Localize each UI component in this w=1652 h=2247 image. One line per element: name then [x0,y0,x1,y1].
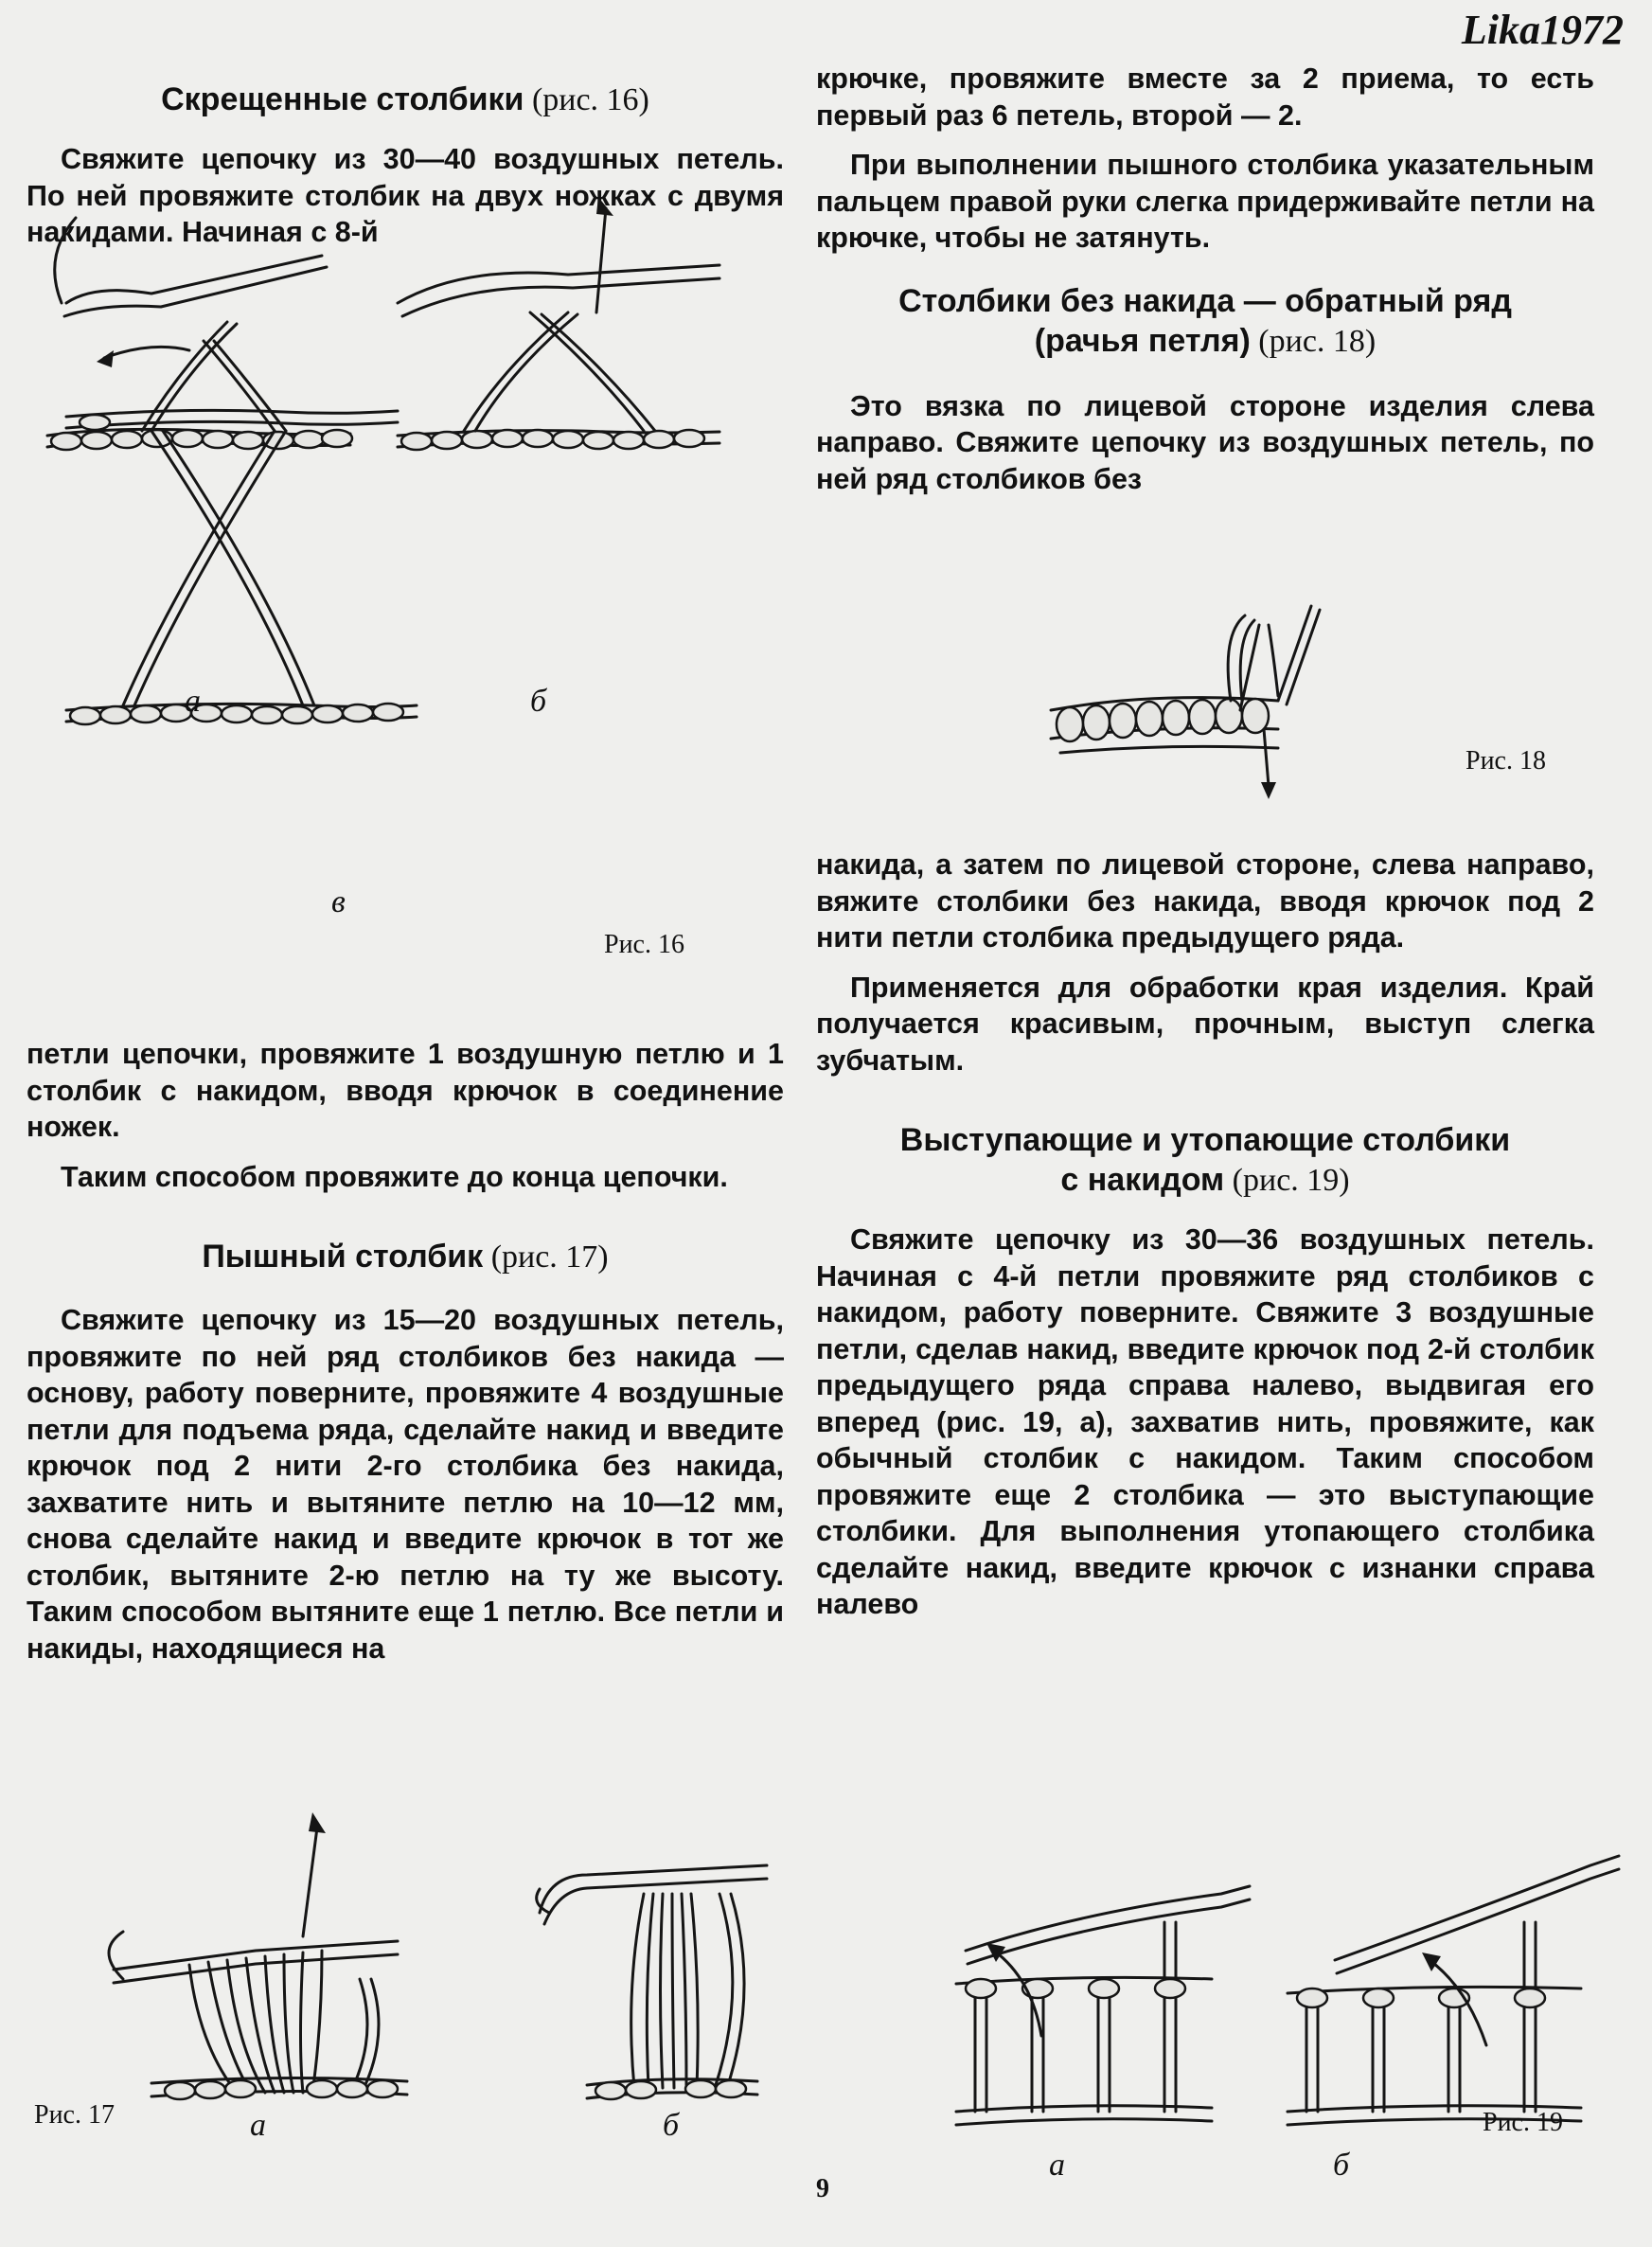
paragraph: Это вязка по лицевой стороне изделия слева направо. Свяжите цепочку из воздушных петель, по ней ряд столбиков без [816,389,1594,495]
section-heading-puff-stitch: Пышный столбик (рис. 17) [202,1239,609,1275]
figure-17a-label: а [250,2108,266,2143]
watermark-signature: Lika1972 [1461,7,1624,53]
figure-19b-label: б [1333,2148,1350,2183]
left-column-lower [27,1036,784,1667]
paragraph: При выполнении пышного столбика указательным пальцем правой руки слегка придерживайте петли на крючке, чтобы не затянуть. [816,149,1594,254]
section-heading-reverse-row: Столбики без накида — обратный ряд (рачья петля) (рис. 18) [898,282,1512,359]
figure-16b-label: б [530,684,547,719]
paragraph: Свяжите цепочку из 30—40 воздушных петель. По ней провяжите столбик на двух ножках с двумя накидами. Начиная с 8-й [27,143,784,248]
paragraph: петли цепочки, провяжите 1 воздушную петлю и 1 столбик с накидом, вводя крючок в соединение ножек. [27,1038,784,1143]
figure-16c-label: в [331,884,346,919]
fig19a-drawing [956,1886,1250,2125]
fig17b-drawing [537,1865,767,2099]
paragraph: Таким способом провяжите до конца цепочки. [61,1160,728,1193]
section-heading-crossed-stitches: Скрещенные столбики (рис. 16) [161,81,649,117]
left-column [27,74,784,251]
right-column [816,61,1594,497]
paragraph: Свяжите цепочку из 30—36 воздушных петель. Начиная с 4-й петли провяжите ряд столбиков с накидом, работу поверните. Свяжите 3 воздушные петли, сделав накид, введите крючок под 2-й столбик предыдущего ряда справа налево, выдвигая его вперед (рис. 19, а), захватив нить, провяжите, как обычный столбик с накидом. Таким способом провяжите еще 2 столбика — это выступающие столбики. Для выполнения утопающего столбика сделайте накид, введите крючок с изнанки справа налево [816,1223,1594,1620]
figure-17b-label: б [663,2108,680,2143]
paragraph: накида, а затем по лицевой стороне, слева направо, вяжите столбики без накида, вводя крючок под 2 нити петли столбика предыдущего ряда. [816,848,1594,954]
page-number: 9 [816,2174,829,2203]
fig17a-drawing [109,1812,407,2099]
figure-16-caption: Рис. 16 [604,930,684,959]
paragraph: крючке, провяжите вместе за 2 приема, то есть первый раз 6 петель, второй — 2. [816,62,1594,132]
paragraph: Свяжите цепочку из 15—20 воздушных петель, провяжите по ней ряд столбиков без накида — основу, работу поверните, провяжите 4 воздушные петли для подъема ряда, сделайте накид и введите крючок под 2 нити 2-го столбика без накида, захватите нить и вытяните петлю на 10—12 мм, снова сделайте накид и введите крючок в тот же столбик, вытяните 2-ю петлю на ту же высоту. Таким способом вытяните еще 1 петлю. Все петли и накиды, находящиеся на [27,1304,784,1665]
figure-17-illustration [95,1837,776,2131]
right-column-lower [816,847,1594,1623]
figure-17-caption: Рис. 17 [34,2100,115,2130]
figure-16-illustration [38,275,776,937]
figure-16a-label: а [185,684,201,719]
figure-19-caption: Рис. 19 [1483,2108,1563,2137]
figure-18-caption: Рис. 18 [1465,746,1546,776]
figure-19a-label: а [1049,2148,1065,2183]
fig16c-drawing [66,410,417,724]
section-heading-raised-sunken: Выступающие и утопающие столбики с накидом (рис. 19) [899,1122,1511,1198]
figure-18-illustration [1041,597,1382,805]
fig19b-drawing [1288,1856,1619,2125]
paragraph: Применяется для обработки края изделия. Край получается красивым, прочным, выступ слегка зубчатым. [816,971,1594,1077]
